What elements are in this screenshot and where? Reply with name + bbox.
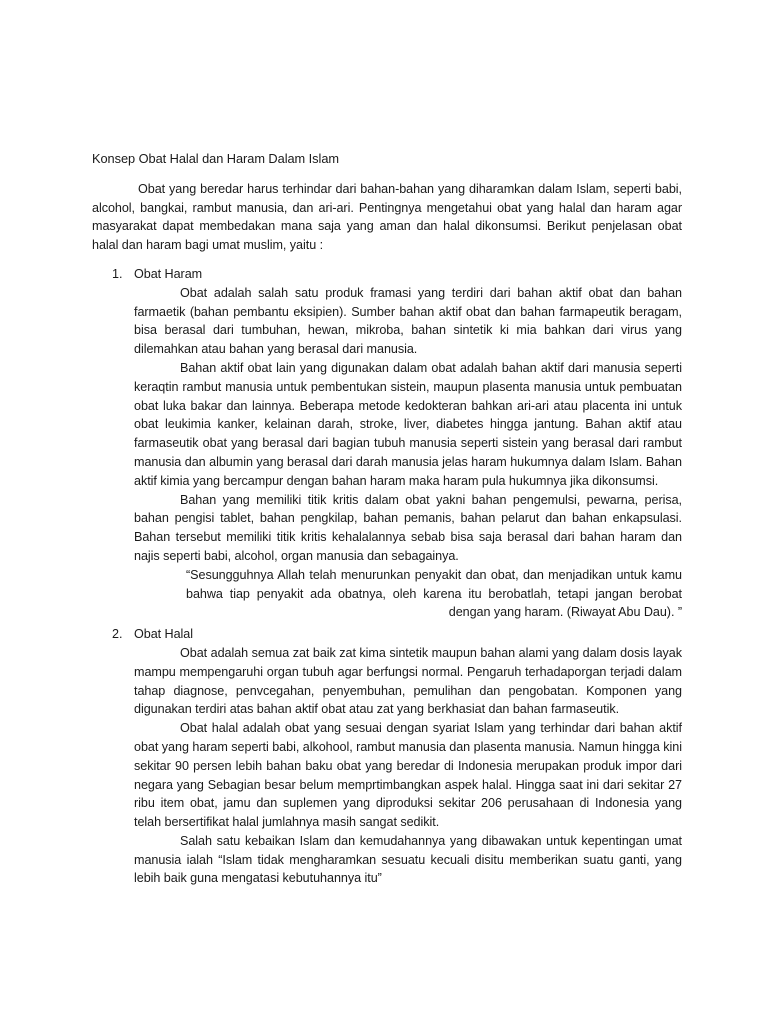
paragraph: Bahan yang memiliki titik kritis dalam obat yakni bahan pengemulsi, pewarna, perisa, bahan pengisi tablet, bahan pengkilap, bahan pemanis, bahan pelarut dan bahan enkapsulasi. Bahan tersebut memiliki titik kritis kehalalannya sebab bisa saja berasal dari bahan haram dan najis seperti babi, alcohol, organ manusia dan sebagainya.	[134, 492, 682, 563]
paragraph: Salah satu kebaikan Islam dan kemudahannya yang dibawakan untuk kepentingan umat manusia ialah “Islam tidak mengharamkan sesuatu kecuali disitu memberikan suatu ganti, yang lebih baik guna mengatasi kebutuhannya itu”	[134, 833, 682, 886]
section-heading: Obat Halal	[134, 627, 194, 642]
section-obat-halal	[92, 625, 682, 888]
paragraph: Obat adalah semua zat baik zat kima sintetik maupun bahan alami yang dalam dosis layak mampu mempengaruhi organ tubuh agar berfungsi normal. Pengaruh terhadaporgan terjadi dalam tahap diagnose, penvcegahan, penyembuhan, pemulihan dan pengobatan. Komponen yang digunakan terdiri atas bahan aktif obat atau zat yang berkhasiat dan bahan farmaseutik.	[134, 645, 682, 717]
document-title: Konsep Obat Halal dan Haram Dalam Islam	[92, 151, 339, 166]
paragraph: Bahan aktif obat lain yang digunakan dalam obat adalah bahan aktif dari manusia seperti keraqtin rambut manusia untuk pembentukan sistein, maupun plasenta manusia untuk pembuatan obat luka bakar dan lainnya. Beberapa metode kedokteran bahkan ari-ari atau placenta ini untuk obat leukimia kanker, kelainan darah, stroke, liver, diabetes hingga jantung. Bahan aktif atau farmaseutik obat yang berasal dari bagian tubuh manusia seperti sistein yang berasal dari rambut manusia dan albumin yang berasal dari darah manusia jelas haram hukumnya dalam Islam. Bahan aktif kimia yang bercampur dengan bahan haram maka haram pula hukumnya jika dikonsumsi.	[134, 360, 682, 488]
paragraph: Obat halal adalah obat yang sesuai dengan syariat Islam yang terhindar dari bahan aktif obat yang haram seperti babi, alkohool, rambut manusia dan plasenta manusia. Namun hingga kini sekitar 90 persen lebih bahan baku obat yang beredar di Indonesia merupakan produk impor dari negara yang Sebagian besar belum memprtimbangkan aspek halal. Hingga saat ini dari sekitar 27 ribu item obat, jamu dan suplemen yang diproduksi sekitar 206 perusahaan di Indonesia yang telah bersertifikat halal jumlahnya masih sangat sedikit.	[134, 721, 682, 830]
section-number: 1.	[112, 266, 123, 281]
section-obat-haram	[92, 265, 682, 622]
hadith-quote: “Sesungguhnya Allah telah menurunkan penyakit dan obat, dan menjadikan untuk kamu bahwa tiap penyakit ada obatnya, oleh karena itu berobatlah, tetapi jangan berobat dengan yang haram. (Riwayat Abu Dau). ”	[186, 567, 682, 620]
section-list	[92, 265, 682, 888]
intro-paragraph: Obat yang beredar harus terhindar dari bahan-bahan yang diharamkan dalam Islam, seperti babi, alcohol, bangkai, rambut manusia, dan ari-ari. Pentingnya mengetahui obat yang halal dan haram agar masyarakat dapat membedakan mana saja yang aman dan halal dikonsumsi. Berikut penjelasan obat halal dan haram bagi umat muslim, yaitu :	[92, 181, 682, 253]
section-heading: Obat Haram	[134, 266, 203, 281]
section-number: 2.	[112, 627, 123, 642]
document-body	[92, 150, 682, 888]
paragraph: Obat adalah salah satu produk framasi yang terdiri dari bahan aktif obat dan bahan farmaetik (bahan pembantu eksipien). Sumber bahan aktif obat dan bahan farmapeutik beragam, bisa berasal dari tumbuhan, hewan, mikroba, bahan sintetik ki mia bahkan dari virus yang dilemahkan atau bahan yang berasal dari manusia.	[134, 285, 682, 357]
